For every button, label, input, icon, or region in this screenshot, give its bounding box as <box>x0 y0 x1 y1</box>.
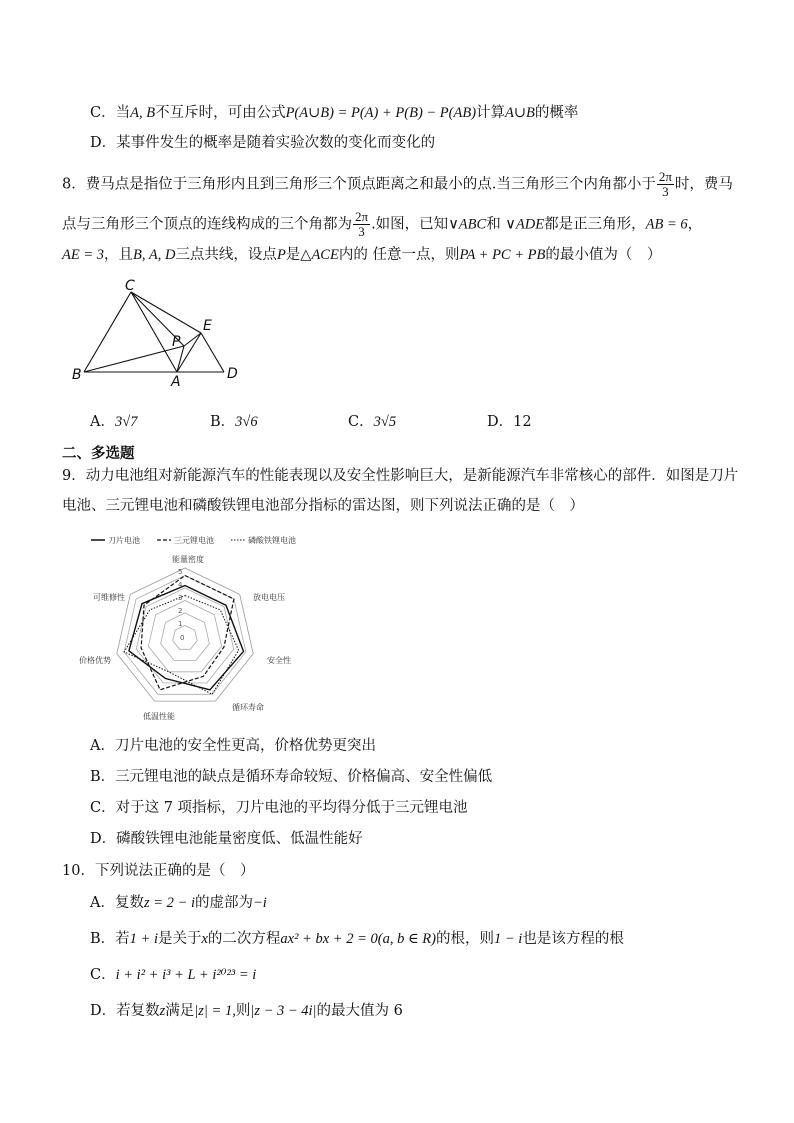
tick-2: 2 <box>178 607 183 615</box>
q8-option-c[interactable]: C．3√5 <box>348 414 397 430</box>
q10-stem: 10．下列说法正确的是（ ） <box>62 863 255 879</box>
tick-3: 3 <box>178 594 183 602</box>
q8-stem-line2: 点与三角形三个顶点的连线构成的三个角都为 $\frac{2\pi}{3}$ .如图，已知∨ABC和 ∨ADE都是正三角形，AB = 6， <box>62 209 703 239</box>
fraction-2pi-3: $\frac{2\pi}{3}$ <box>355 209 369 239</box>
axis-safety: 安全性 <box>267 656 291 665</box>
axis-lowtemp: 低温性能 <box>143 712 175 721</box>
line-ce <box>131 292 201 333</box>
label-a: A <box>171 374 181 390</box>
radar-grid <box>117 568 253 701</box>
radar-grid-ring <box>173 626 197 650</box>
q8-option-d[interactable]: D．12 <box>487 414 532 430</box>
line-pe <box>184 333 201 346</box>
label-d: D <box>227 366 238 382</box>
label-e: E <box>203 318 212 334</box>
q10-option-b[interactable]: B．若1 + i是关于x的二次方程ax² + bx + 2 = 0(a, b ∈ R)的根，则1 − i也是该方程的根 <box>90 931 624 947</box>
geometry-figure <box>70 278 250 388</box>
line-bc <box>84 292 131 372</box>
radar-grid-ring <box>161 613 210 661</box>
legend-blade: 刀片电池 <box>108 536 140 545</box>
line-ae <box>177 333 201 372</box>
label-c: C <box>125 278 135 294</box>
q8-stem-line1: 8．费马点是指位于三角形内且到三角形三个顶点距离之和最小的点.当三角形三个内角都小于 $\frac{2\pi}{3}$ 时，费马 <box>62 169 733 199</box>
q8-option-b[interactable]: B．3√6 <box>210 414 258 430</box>
tick-1: 1 <box>178 620 183 628</box>
q10-option-d[interactable]: D．若复数z满足|z| = 1,则|z − 3 − 4i|的最大值为 6 <box>90 1003 403 1019</box>
tick-0: 0 <box>180 634 185 642</box>
axis-energy: 能量密度 <box>172 555 204 564</box>
legend-ternary: 三元锂电池 <box>174 536 214 545</box>
radar-grid-ring <box>148 601 221 672</box>
q7-option-d: D．某事件发生的概率是随着实验次数的变化而变化的 <box>90 135 436 151</box>
label-p: P <box>172 334 181 350</box>
label-b: B <box>72 367 82 383</box>
q10-option-c[interactable]: C．i + i² + i³ + L + i²⁰²³ = i <box>90 967 257 983</box>
q8-stem-line3: AE = 3，且B, A, D三点共线，设点P是△ACE内的 任意一点，则PA + PC + PB的最小值为（ ） <box>62 247 662 263</box>
axis-price: 价格优势 <box>79 656 111 665</box>
q8-option-a[interactable]: A．3√7 <box>90 414 138 430</box>
q9-stem-line1: 9．动力电池组对新能源汽车的性能表现以及安全性影响巨大，是新能源汽车非常核心的部件．如图是刀片 <box>62 468 739 484</box>
axis-cycle: 循环寿命 <box>232 703 264 712</box>
legend-lfp: 磷酸铁锂电池 <box>248 536 296 545</box>
axis-repair: 可维修性 <box>93 593 125 602</box>
q9-stem-line2: 电池、三元锂电池和磷酸铁锂电池部分指标的雷达图，则下列说法正确的是（ ） <box>62 498 584 514</box>
q10-option-a[interactable]: A．复数z = 2 − i的虚部为−i <box>90 895 267 911</box>
q9-option-b[interactable]: B．三元锂电池的缺点是循环寿命较短、价格偏高、安全性偏低 <box>90 769 493 785</box>
fraction-2pi-3: $\frac{2\pi}{3}$ <box>658 169 672 199</box>
q9-option-a[interactable]: A．刀片电池的安全性更高，价格优势更突出 <box>90 738 376 754</box>
line-ed <box>201 333 224 372</box>
radar-chart <box>79 530 325 730</box>
section-title-multi-choice: 二、多选题 <box>62 445 135 462</box>
q9-option-d[interactable]: D．磷酸铁锂电池能量密度低、低温性能好 <box>90 831 363 847</box>
q9-option-c[interactable]: C．对于这 7 项指标，刀片电池的平均得分低于三元锂电池 <box>90 800 468 816</box>
q7-option-c: C．当A, B不互斥时，可由公式P(A∪B) = P(A) + P(B) − P(AB)计算A∪B的概率 <box>90 105 579 121</box>
tick-4: 4 <box>178 581 183 589</box>
tick-5: 5 <box>178 568 183 576</box>
axis-voltage: 放电电压 <box>253 593 285 602</box>
